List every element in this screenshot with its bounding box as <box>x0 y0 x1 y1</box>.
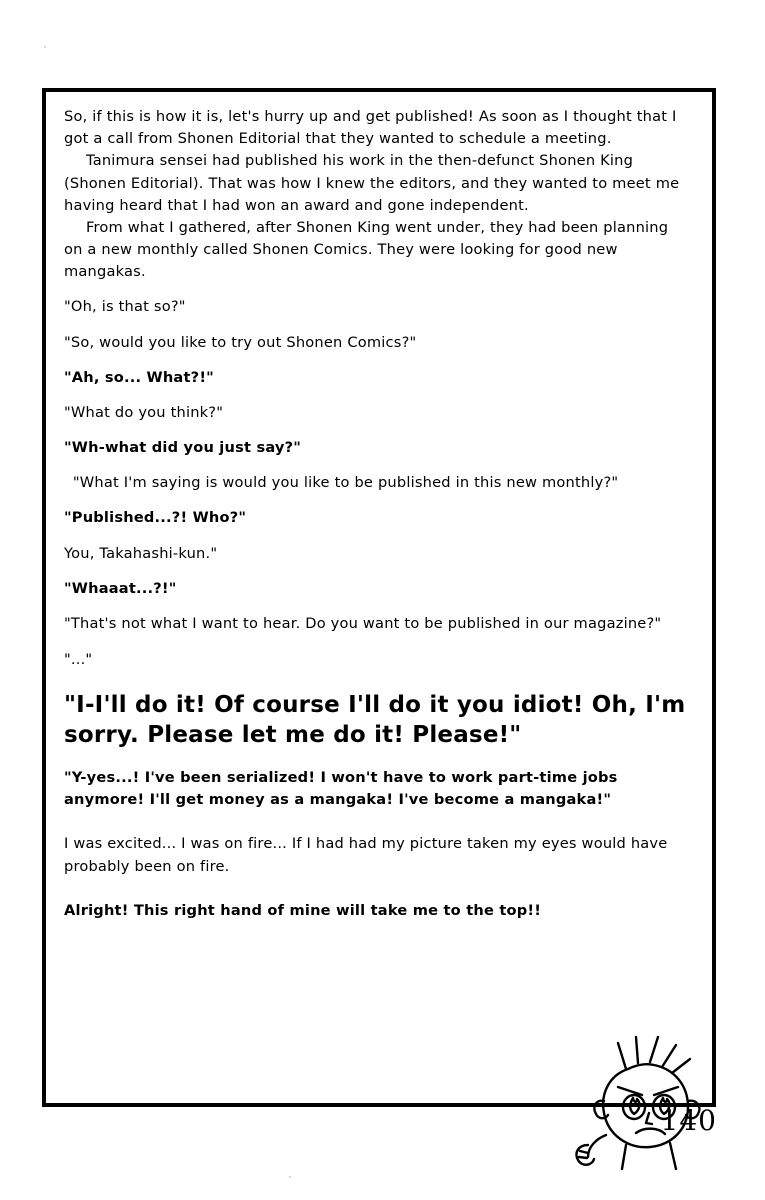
text-frame <box>42 88 716 1107</box>
fired-up-face-doodle <box>566 1017 726 1177</box>
paragraph: "What do you think?" <box>64 403 224 421</box>
paragraph: So, if this is how it is, let's hurry up and get published! As soon as I thought that I got a call from Shonen Editorial that they wanted to schedule a meeting. <box>64 108 682 148</box>
body-text <box>64 106 694 935</box>
paragraph: "..." <box>64 651 93 669</box>
paragraph: "Published...?! Who?" <box>64 509 247 527</box>
paragraph: "Y-yes...! I've been serialized! I won't have to work part-time jobs anymore! I'll get money as a mangaka! I've become a mangaka!" <box>64 769 623 809</box>
page-speck <box>289 1176 291 1178</box>
page-number: 140 <box>660 1104 717 1137</box>
paragraph: I was excited... I was on fire... If I had had my picture taken my eyes would have probably been on fire. <box>64 835 673 875</box>
paragraph: "That's not what I want to hear. Do you want to be published in our magazine?" <box>64 614 662 632</box>
paragraph: "So, would you like to try out Shonen Comics?" <box>64 333 417 351</box>
paragraph: You, Takahashi-kun." <box>64 544 218 562</box>
paragraph: "Oh, is that so?" <box>64 298 186 316</box>
paragraph: Tanimura sensei had published his work in the then-defunct Shonen King (Shonen Editorial). That was how I knew the editors, and they wanted to meet me having heard that I had won an award and gone independent. <box>64 152 685 214</box>
paragraph: Alright! This right hand of mine will take me to the top!! <box>64 901 542 919</box>
page-speck <box>44 46 46 48</box>
paragraph: "Whaaat...?!" <box>64 579 177 597</box>
paragraph: "Ah, so... What?!" <box>64 368 214 386</box>
paragraph: "What I'm saying is would you like to be published in this new monthly?" <box>68 474 619 492</box>
paragraph: "Wh-what did you just say?" <box>64 439 302 457</box>
paragraph: From what I gathered, after Shonen King went under, they had been planning on a new monthly called Shonen Comics. They were looking for good new mangakas. <box>64 218 674 281</box>
paragraph-emphasis: "I-I'll do it! Of course I'll do it you idiot! Oh, I'm sorry. Please let me do it! Please!" <box>64 692 694 749</box>
